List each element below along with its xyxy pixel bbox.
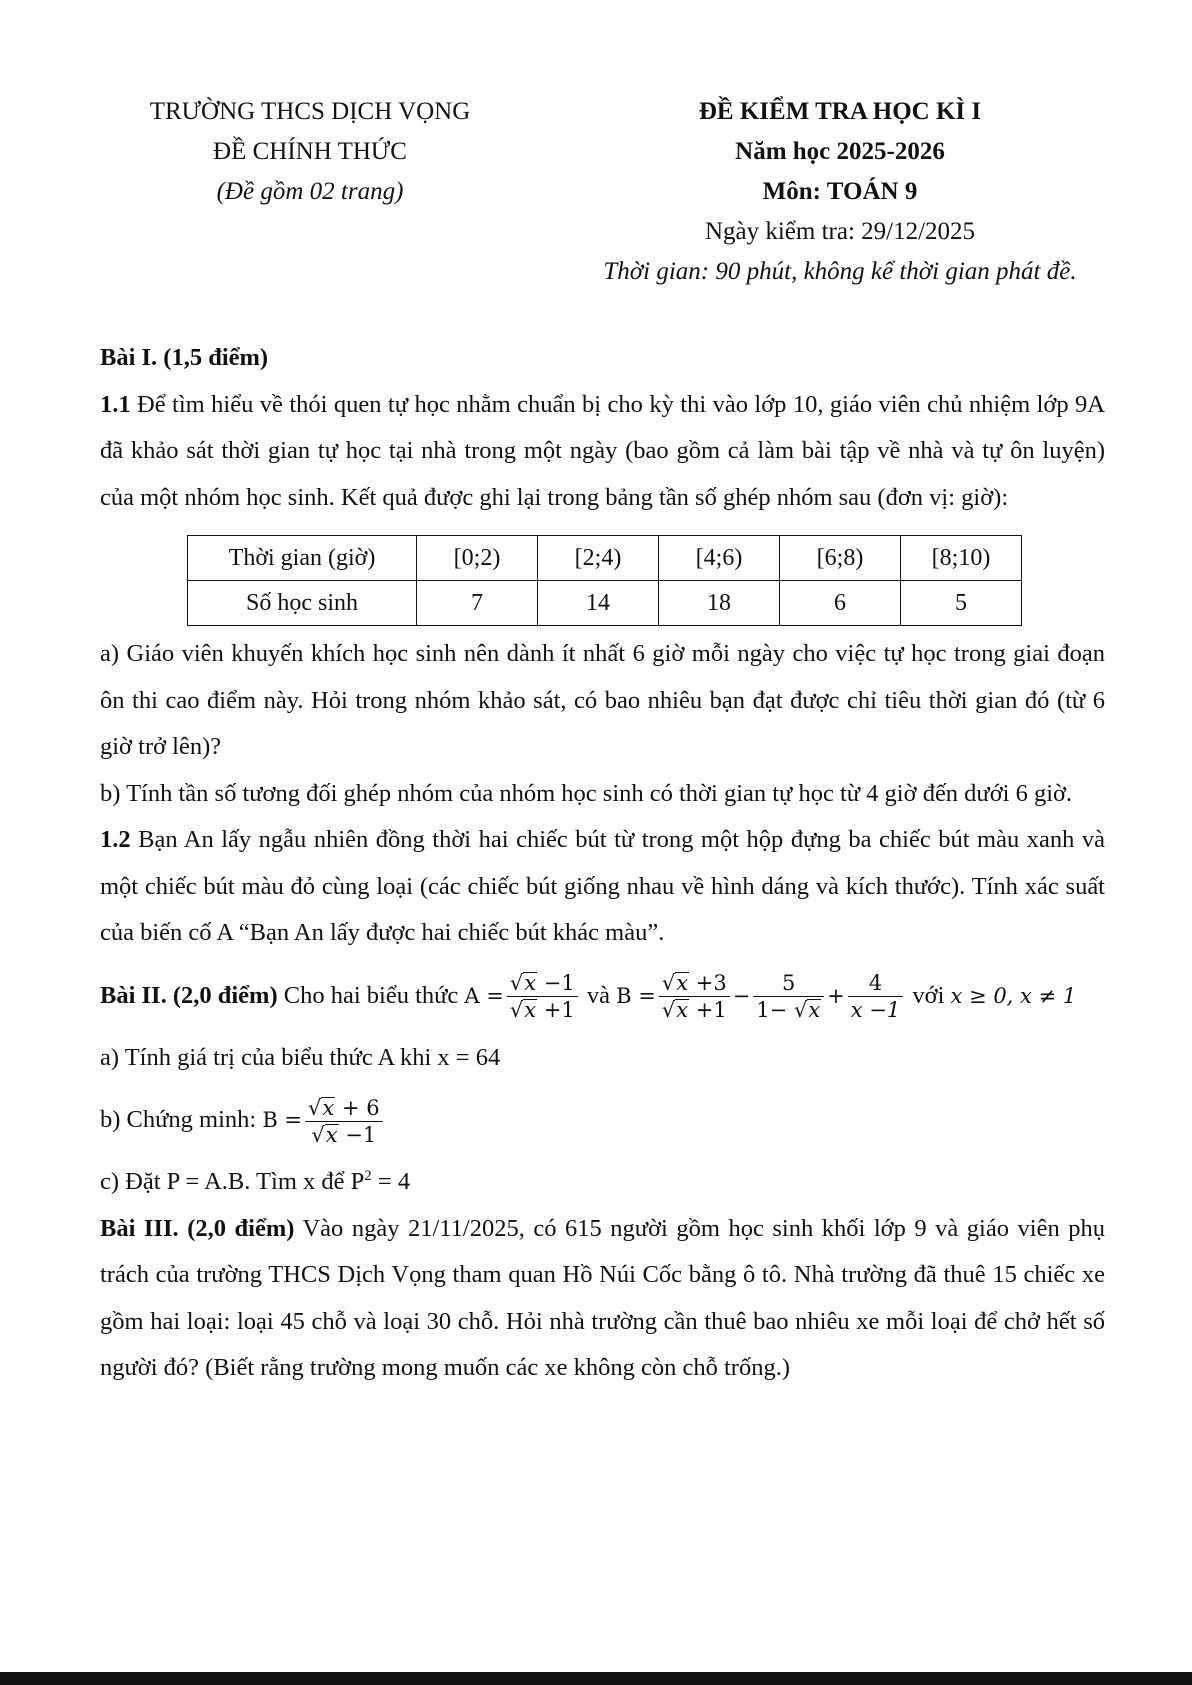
table-cell: [4;6) — [659, 536, 780, 581]
numerator-rest: +3 — [689, 971, 727, 996]
exam-title: ĐỀ KIỂM TRA HỌC KÌ I — [698, 98, 982, 125]
table-cell: [6;8) — [780, 536, 901, 581]
numerator-rest: −1 — [537, 971, 575, 996]
radicand: x — [524, 971, 537, 996]
sqrt-symbol: √ — [661, 971, 676, 996]
table-cell: 7 — [417, 581, 538, 626]
exam-time: Thời gian: 90 phút, không kể thời gian phát đề. — [603, 258, 1077, 285]
qc-exponent: 2 — [364, 1167, 372, 1184]
table-row — [188, 536, 1022, 581]
table-cell: [8;10) — [901, 536, 1022, 581]
qb-fraction — [305, 1095, 383, 1148]
subject: Môn: TOÁN 9 — [762, 178, 918, 205]
qb-text: b) Chứng minh: — [100, 1106, 263, 1133]
header-right — [560, 92, 1120, 292]
table-cell: [0;2) — [417, 536, 538, 581]
expr-a-label: A = — [464, 983, 504, 1008]
bai3-paragraph — [100, 1206, 1105, 1392]
exam-date: Ngày kiểm tra: 29/12/2025 — [704, 218, 976, 245]
bai2-title: Bài II. (2,0 điểm) — [100, 981, 278, 1009]
bai1-title: Bài I. (1,5 điểm) — [100, 344, 269, 371]
official-label: ĐỀ CHÍNH THỨC — [213, 138, 407, 165]
school-name: TRƯỜNG THCS DỊCH VỌNG — [149, 98, 471, 125]
denominator-rest: −1 — [338, 1122, 377, 1147]
expr-a-fraction — [507, 970, 578, 1023]
sqrt-symbol: √ — [793, 998, 808, 1023]
minus-sign: − — [732, 983, 751, 1008]
header-left — [100, 92, 520, 212]
qb-label: B = — [262, 1108, 303, 1132]
bai2-qc — [100, 1159, 1105, 1206]
sqrt-symbol: √ — [661, 998, 676, 1023]
table-header-cell: Thời gian (giờ) — [188, 536, 417, 581]
numerator: 5 — [753, 970, 824, 997]
expr-b-fraction-2 — [753, 970, 824, 1023]
scan-edge-bar — [0, 1672, 1192, 1685]
frequency-table — [187, 535, 1022, 626]
denominator-rest: +1 — [689, 998, 727, 1023]
table-cell: 5 — [901, 581, 1022, 626]
bai2-line — [100, 957, 1105, 1035]
table-row — [188, 581, 1022, 626]
q12-paragraph — [100, 817, 1105, 957]
radicand: x — [808, 998, 821, 1023]
table-header-cell: Số học sinh — [188, 581, 417, 626]
qc-pre: c) Đặt P = A.B. Tìm x để P — [100, 1168, 365, 1195]
denominator-pre: 1− — [756, 998, 794, 1023]
frequency-table-wrapper — [187, 535, 1105, 631]
q11-text: Để tìm hiểu về thói quen tự học nhằm chuẩn bị cho kỳ thi vào lớp 10, giáo viên chủ nhiệm lớp 9A đã khảo sát thời gian tự học tại nhà trong một ngày (bao gồm cả làm bài tập về nhà và tự ôn luyện) của một nhóm học sinh. Kết quả được ghi lại trong bảng tần số ghép nhóm sau (đơn vị: giờ): — [100, 390, 1105, 511]
bai3-text: Vào ngày 21/11/2025, có 615 người gồm học sinh khối lớp 9 và giáo viên phụ trách của trường THCS Dịch Vọng tham quan Hồ Núi Cốc bằng ô tô. Nhà trường đã thuê 15 chiếc xe gồm hai loại: loại 45 chỗ và loại 30 chỗ. Hỏi nhà trường cần thuê bao nhiêu xe mỗi loại để chở hết số người đó? (Biết rằng trường mong muốn các xe không còn chỗ trống.) — [100, 1214, 1105, 1381]
denominator-rest: +1 — [537, 998, 575, 1023]
radicand: x — [676, 998, 689, 1023]
table-cell: 18 — [659, 581, 780, 626]
radicand: x — [676, 971, 689, 996]
sqrt-symbol: √ — [308, 1095, 322, 1120]
sqrt-symbol: √ — [509, 998, 524, 1023]
exam-content — [100, 335, 1105, 1392]
bai2-qb — [100, 1081, 1105, 1159]
radicand: x — [325, 1122, 338, 1147]
numerator-rest: + 6 — [335, 1095, 380, 1120]
q12-label: 1.2 — [100, 826, 131, 853]
page-count: (Đề gồm 02 trang) — [216, 178, 404, 205]
radicand: x — [322, 1095, 335, 1120]
table-cell: 6 — [780, 581, 901, 626]
table-cell: 14 — [538, 581, 659, 626]
bai2-intro: Cho hai biểu thức — [277, 981, 465, 1009]
bai3-title: Bài III. (2,0 điểm) — [100, 1214, 295, 1242]
plus-sign: + — [827, 983, 845, 1008]
qc-post: = 4 — [371, 1168, 411, 1195]
expr-b-fraction-1 — [659, 970, 730, 1023]
q11-paragraph — [100, 382, 1105, 522]
bai2-qa: a) Tính giá trị của biểu thức A khi x = 64 — [100, 1043, 501, 1071]
numerator: 4 — [848, 970, 903, 997]
school-year: Năm học 2025-2026 — [735, 138, 945, 165]
q11-label: 1.1 — [100, 390, 131, 418]
q11b-paragraph: b) Tính tần số tương đối ghép nhóm của nhóm học sinh có thời gian tự học từ 4 giờ đến dưới 6 giờ. — [100, 779, 1073, 807]
and-word: và — [580, 981, 617, 1009]
condition: x ≥ 0, x ≠ 1 — [950, 983, 1077, 1008]
q11a-paragraph: a) Giáo viên khuyến khích học sinh nên dành ít nhất 6 giờ mỗi ngày cho việc tự học trong giai đoạn ôn thi cao điểm này. Hỏi trong nhóm khảo sát, có bao nhiêu bạn đạt được chỉ tiêu thời gian đó (từ 6 giờ trở lên)? — [100, 640, 1105, 760]
q12-text: Bạn An lấy ngẫu nhiên đồng thời hai chiếc bút từ trong một hộp đựng ba chiếc bút màu xanh và một chiếc bút màu đỏ cùng loại (các chiếc bút giống nhau về hình dáng và kích thước). Tính xác suất của biến cố A “Bạn An lấy được hai chiếc bút khác màu”. — [100, 826, 1105, 946]
denominator: x −1 — [850, 998, 901, 1023]
table-cell: [2;4) — [538, 536, 659, 581]
expr-b-fraction-3 — [848, 970, 903, 1023]
condition-word: với — [906, 981, 951, 1009]
sqrt-symbol: √ — [509, 971, 524, 996]
radicand: x — [524, 998, 537, 1023]
expr-b-label: B = — [616, 983, 656, 1008]
sqrt-symbol: √ — [311, 1122, 325, 1147]
